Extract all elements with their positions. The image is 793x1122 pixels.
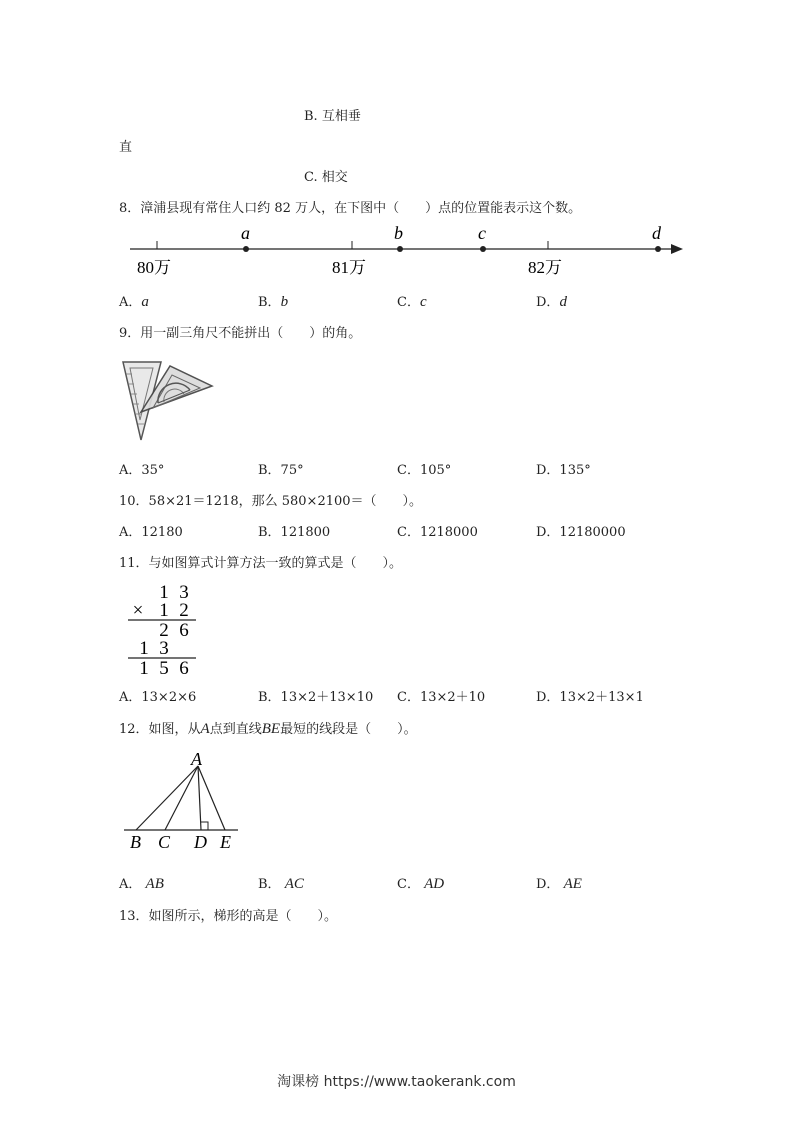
segment-ab xyxy=(136,766,198,830)
svg-text:1: 1 xyxy=(159,582,169,603)
svg-text:5: 5 xyxy=(159,658,169,679)
label-c: c xyxy=(478,223,486,243)
svg-text:×: × xyxy=(132,600,144,621)
q12-option-b[interactable]: B． AC xyxy=(258,876,304,892)
q11-option-c[interactable]: C．13×2＋10 xyxy=(397,690,486,705)
segment-ae xyxy=(198,766,225,830)
q8-option-d[interactable]: D．d xyxy=(536,294,567,310)
arrow-head xyxy=(671,244,683,254)
q8-option-b[interactable]: B．b xyxy=(258,294,289,310)
point-c xyxy=(480,246,486,252)
point-a xyxy=(243,246,249,252)
wrapped-text: 直 xyxy=(119,140,133,155)
question-8: 8．漳浦县现有常住人口约 82 万人，在下图中（ ）点的位置能表示这个数。 xyxy=(119,201,582,216)
svg-text:3: 3 xyxy=(159,638,169,659)
label-a: A xyxy=(191,749,202,769)
q9-option-b[interactable]: B．75° xyxy=(258,463,304,478)
q10-option-a[interactable]: A．12180 xyxy=(119,525,183,540)
q10-option-c[interactable]: C．1218000 xyxy=(397,525,478,540)
question-11: 11．与如图算式计算方法一致的算式是（ ）。 xyxy=(119,556,403,571)
right-angle-mark xyxy=(201,822,208,830)
svg-text:1: 1 xyxy=(159,600,169,621)
q11-option-b[interactable]: B．13×2＋13×10 xyxy=(258,690,374,705)
set-squares-figure xyxy=(118,358,218,444)
svg-text:2: 2 xyxy=(179,600,189,621)
question-12: 12．如图，从A点到直线BE最短的线段是（ ）。 xyxy=(119,721,417,737)
option-b-text: B. 互相垂 xyxy=(304,109,361,124)
option-c-text: C. 相交 xyxy=(304,170,348,185)
tick-label-81: 81万 xyxy=(332,258,366,277)
q11-option-a[interactable]: A．13×2×6 xyxy=(119,690,197,705)
q11-option-d[interactable]: D．13×2＋13×1 xyxy=(536,690,644,705)
triangle-figure xyxy=(120,748,245,856)
svg-text:2: 2 xyxy=(159,620,169,641)
segment-ad xyxy=(198,766,201,830)
point-d xyxy=(655,246,661,252)
vertical-multiplication-figure xyxy=(120,580,210,680)
tick-label-82: 82万 xyxy=(528,258,562,277)
label-c: C xyxy=(158,832,171,852)
svg-text:1: 1 xyxy=(139,658,149,679)
footer-watermark: 淘课榜 https://www.taokerank.com xyxy=(277,1074,516,1090)
label-d: d xyxy=(652,223,661,243)
svg-text:6: 6 xyxy=(179,620,189,641)
svg-text:6: 6 xyxy=(179,658,189,679)
number-line-figure xyxy=(125,222,690,282)
label-b: B xyxy=(130,832,141,852)
label-a: a xyxy=(241,223,250,243)
q9-option-c[interactable]: C．105° xyxy=(397,463,452,478)
q9-option-d[interactable]: D．135° xyxy=(536,463,591,478)
label-d: D xyxy=(194,832,207,852)
q12-option-d[interactable]: D． AE xyxy=(536,876,582,892)
q8-option-c[interactable]: C．c xyxy=(397,294,427,310)
q8-option-a[interactable]: A．a xyxy=(119,294,149,310)
q12-option-c[interactable]: C． AD xyxy=(397,876,445,892)
q10-option-d[interactable]: D．12180000 xyxy=(536,525,626,540)
q10-option-b[interactable]: B．121800 xyxy=(258,525,331,540)
segment-ac xyxy=(165,766,198,830)
svg-text:1: 1 xyxy=(139,638,149,659)
svg-text:3: 3 xyxy=(179,582,189,603)
label-e: E xyxy=(220,832,231,852)
q9-option-a[interactable]: A．35° xyxy=(119,463,165,478)
question-9: 9．用一副三角尺不能拼出（ ）的角。 xyxy=(119,326,362,341)
question-13: 13．如图所示，梯形的高是（ ）。 xyxy=(119,909,338,924)
q12-option-a[interactable]: A． AB xyxy=(119,876,164,892)
point-b xyxy=(397,246,403,252)
question-10: 10．58×21＝1218，那么 580×2100＝（ ）。 xyxy=(119,494,423,509)
label-b: b xyxy=(394,223,403,243)
tick-label-80: 80万 xyxy=(137,258,171,277)
